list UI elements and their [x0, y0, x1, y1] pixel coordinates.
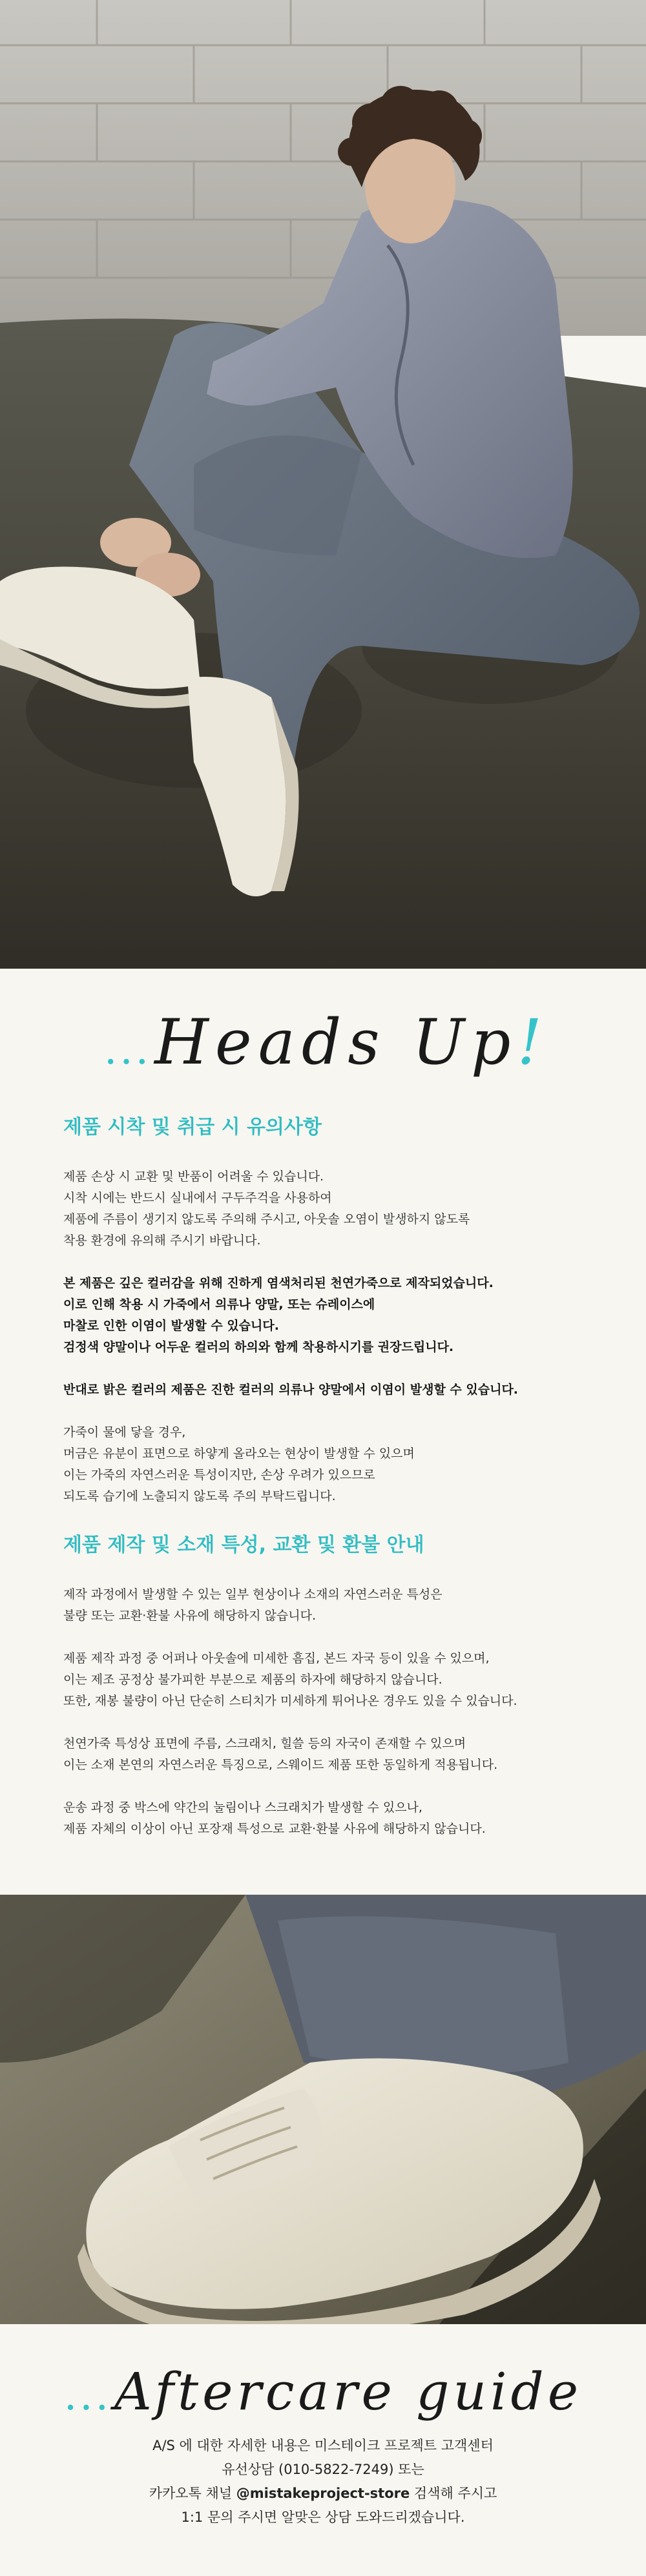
info-line — [0, 2482, 646, 2506]
title-exclamation: ! — [517, 1006, 543, 1078]
text-line: 머금은 유분이 표면으로 하얗게 올라오는 현상이 발생할 수 있으며 — [63, 1447, 415, 1461]
paragraph — [63, 1166, 581, 1252]
aftercare-text: Aftercare guide — [114, 2362, 583, 2422]
text-line: 이는 가죽의 자연스러운 특성이지만, 손상 우려가 있으므로 — [63, 1468, 375, 1482]
section-try-on-care — [0, 1111, 581, 1507]
aftercare-section — [0, 2324, 646, 2576]
text-line: 본 제품은 깊은 컬러감을 위해 진하게 염색처리된 천연가죽으로 제작되었습니다. — [63, 1276, 494, 1290]
text-line: 가죽이 물에 닿을 경우, — [63, 1425, 186, 1439]
shoe-closeup-photo — [0, 1895, 646, 2324]
heads-up-text: Heads Up — [154, 1006, 517, 1078]
heads-up-title — [0, 969, 646, 1091]
kakao-channel-id: @mistakeproject-store — [236, 2486, 410, 2501]
paragraph — [63, 1733, 581, 1776]
info-line: A/S 에 대한 자세한 내용은 미스테이크 프로젝트 고객센터 — [152, 2438, 494, 2453]
section-heading: 제품 제작 및 소재 특성, 교환 및 환불 안내 — [63, 1534, 424, 1556]
text-line: 제품 자체의 이상이 아닌 포장재 특성으로 교환·환불 사유에 해당하지 않습니다. — [63, 1822, 486, 1836]
text-line: 마찰로 인한 이염이 발생할 수 있습니다. — [63, 1319, 279, 1333]
text-line: 반대로 밝은 컬러의 제품은 진한 컬러의 의류나 양말에서 이염이 발생할 수 있습니다. — [63, 1383, 519, 1397]
text-line: 천연가죽 특성상 표면에 주름, 스크래치, 힐쓸 등의 자국이 존재할 수 있으며 — [63, 1736, 466, 1751]
text-line: 착용 환경에 유의해 주시기 바랍니다. — [63, 1233, 261, 1248]
text-line: 제품에 주름이 생기지 않도록 주의해 주시고, 아웃솔 오염이 발생하지 않도록 — [63, 1212, 470, 1226]
text-line: 제품 손상 시 교환 및 반품이 어려울 수 있습니다. — [63, 1170, 324, 1184]
text-line: 제작 과정에서 발생할 수 있는 일부 현상이나 소재의 자연스러운 특성은 — [63, 1587, 443, 1602]
hero-photo — [0, 0, 646, 969]
section-material-refund — [0, 1529, 581, 1840]
text-line: 이로 인해 착용 시 가죽에서 의류나 양말, 또는 슈레이스에 — [63, 1297, 375, 1312]
info-line: 유선상담 (010-5822-7249) 또는 — [222, 2462, 424, 2477]
paragraph-bold — [63, 1379, 581, 1401]
text-line: 운송 과정 중 박스에 약간의 눌림이나 스크래치가 발생할 수 있으나, — [63, 1800, 422, 1815]
text-line: 되도록 습기에 노출되지 않도록 주의 부탁드립니다. — [63, 1489, 336, 1503]
title-dots: ... — [103, 1026, 151, 1074]
text-line: 이는 소재 본연의 자연스러운 특징으로, 스웨이드 제품 또한 동일하게 적용됩니다. — [63, 1758, 498, 1772]
text-line: 제품 제작 과정 중 어퍼나 아웃솔에 미세한 흠집, 본드 자국 등이 있을 수 있으며, — [63, 1651, 490, 1665]
paragraph — [63, 1584, 581, 1627]
text-fragment: 검색해 주시고 — [410, 2486, 497, 2501]
paragraph — [63, 1648, 581, 1712]
text-fragment: 카카오톡 채널 — [149, 2486, 236, 2501]
aftercare-title — [0, 2324, 646, 2434]
text-line: 또한, 재봉 불량이 아닌 단순히 스티치가 미세하게 튀어나온 경우도 있을 수 있습니다. — [63, 1694, 517, 1708]
notice-section — [0, 969, 646, 1895]
text-line: 시착 시에는 반드시 실내에서 구두주걱을 사용하여 — [63, 1191, 332, 1205]
aftercare-info — [0, 2434, 646, 2530]
text-line: 검정색 양말이나 어두운 컬러의 하의와 함께 착용하시기를 권장드립니다. — [63, 1340, 454, 1354]
title-dots: ... — [63, 2372, 111, 2420]
info-line: 1:1 문의 주시면 알맞은 상담 도와드리겠습니다. — [181, 2509, 465, 2525]
section-heading: 제품 시착 및 취급 시 유의사항 — [63, 1116, 322, 1139]
text-line: 이는 제조 공정상 불가피한 부분으로 제품의 하자에 해당하지 않습니다. — [63, 1673, 443, 1687]
paragraph — [63, 1797, 581, 1840]
paragraph — [63, 1422, 581, 1507]
text-line: 불량 또는 교환·환불 사유에 해당하지 않습니다. — [63, 1609, 317, 1623]
paragraph-bold — [63, 1273, 581, 1358]
